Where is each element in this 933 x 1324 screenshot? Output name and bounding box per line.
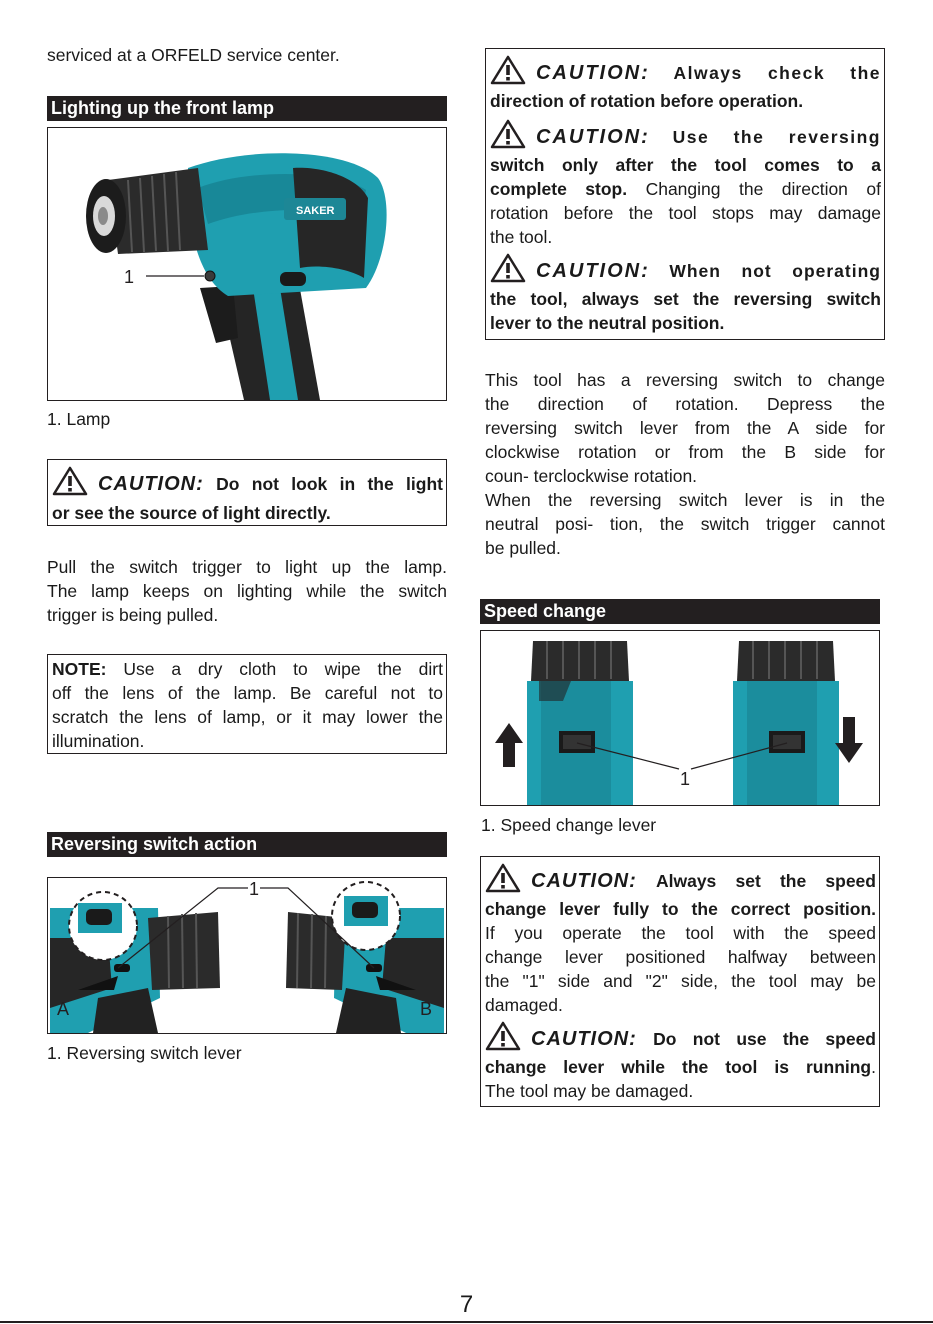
caution-label: CAUTION: — [536, 62, 650, 84]
caution-label: CAUTION: — [531, 870, 637, 892]
warning-icon — [490, 55, 526, 85]
speed-caution-box: CAUTION: Always set the speed change lever fully to the correct position. If you operate the tool with the speed change lever positioned halfway between the "1" side and "2" side, the tool may be damaged. CAUTION: Do not use the speed change lever while the tool is running. The tool may be damaged. — [480, 856, 880, 1107]
footer-rule — [0, 1321, 933, 1323]
reversing-illustration — [48, 878, 446, 1033]
warning-icon — [52, 466, 88, 496]
section-heading-speed: Speed change — [480, 599, 880, 624]
reversing-paragraph: This tool has a reversing switch to change the direction of rotation. Depress the reversing switch lever from the A side for clockwise rotation or from the B side for coun- terclockwise rotation. When the reversing switch lever is in the neutral posi- tion, the switch trigger cannot be pulled. — [485, 370, 885, 558]
speed-illustration — [481, 631, 879, 805]
warning-icon — [485, 863, 521, 893]
drill-illustration — [48, 128, 446, 400]
lamp-caution-box — [47, 459, 447, 526]
side-label-a: A — [57, 999, 70, 1019]
caution-label: CAUTION: — [531, 1028, 637, 1050]
reversing-figure — [47, 877, 447, 1034]
caution-text: Do not look in the light — [216, 474, 443, 494]
caution-label: CAUTION: — [98, 473, 204, 495]
warning-icon — [485, 1021, 521, 1051]
lamp-paragraph: Pull the switch trigger to light up the lamp. The lamp keeps on lighting while the switch trigger is being pulled. — [47, 557, 447, 625]
brand-label: SAKER — [296, 205, 335, 217]
side-label-b: B — [420, 999, 433, 1019]
warning-icon — [490, 119, 526, 149]
lamp-figure — [47, 127, 447, 401]
reversing-callout-number: 1 — [249, 879, 260, 899]
speed-callout-number: 1 — [680, 769, 691, 789]
reversing-caption: 1. Reversing switch lever — [47, 1043, 242, 1063]
note-label: NOTE: — [52, 659, 107, 679]
caution-text: or see the source of light directly. — [52, 503, 331, 523]
caution-label: CAUTION: — [536, 126, 650, 148]
caution-label: CAUTION: — [536, 260, 650, 282]
speed-figure — [480, 630, 880, 806]
speed-caption: 1. Speed change lever — [481, 815, 657, 835]
lamp-caption: 1. Lamp — [47, 409, 111, 429]
right-cautions-box: CAUTION: Always check the direction of rotation before operation. CAUTION: Use the reversing switch only after the tool comes to a complete stop. Changing the direction of rotation before the tool stops may damage the tool. CAUTION: When not operating the tool, always set the reversing switch lever to the neutral position. — [485, 48, 885, 340]
section-heading-lamp: Lighting up the front lamp — [47, 96, 447, 121]
lamp-callout-number: 1 — [124, 267, 135, 287]
lamp-note-box: NOTE: Use a dry cloth to wipe the dirt off the lens of the lamp. Be careful not to scratch the lens of lamp, or it may lower the illumination. — [47, 654, 447, 754]
warning-icon — [490, 253, 526, 283]
section-heading-reversing: Reversing switch action — [47, 832, 447, 857]
page-number: 7 — [459, 1291, 474, 1318]
top-text: serviced at a ORFELD service center. — [47, 45, 340, 65]
